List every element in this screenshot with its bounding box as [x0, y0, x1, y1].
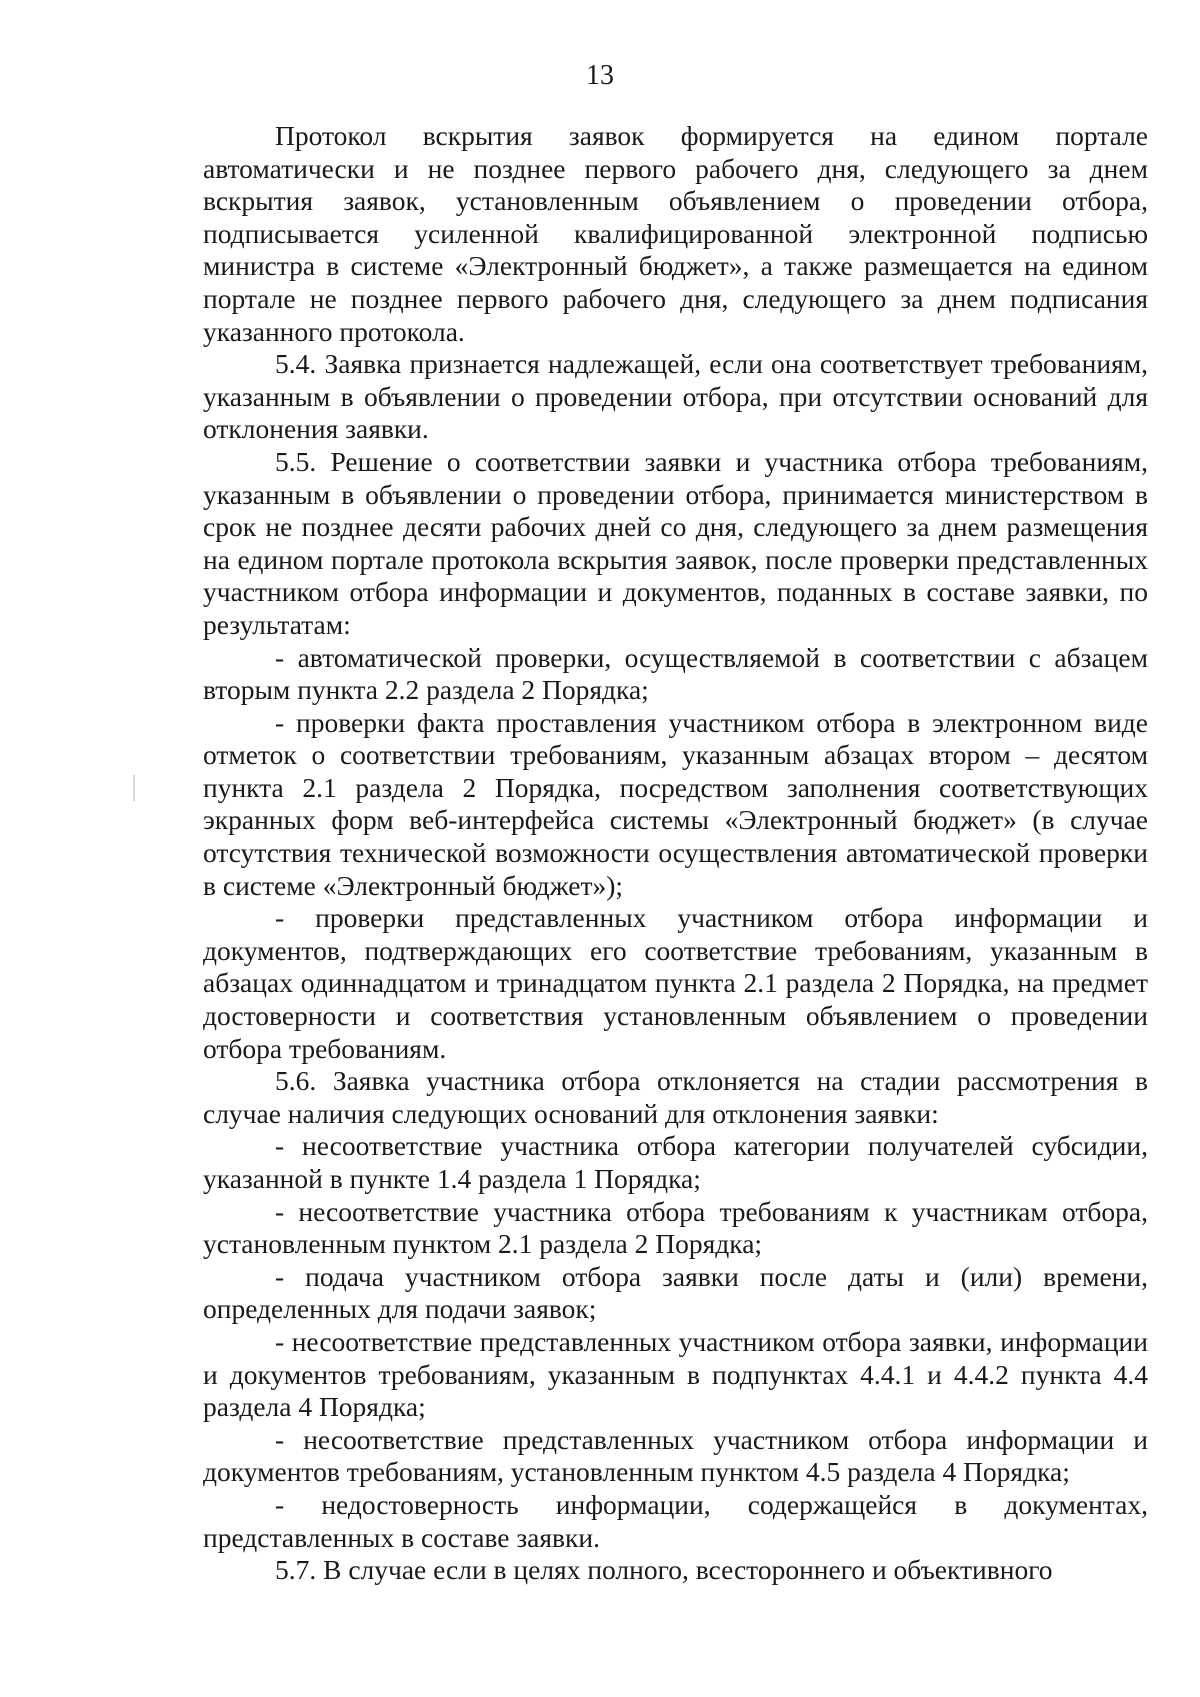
- list-item-requirements-mismatch: - несоответствие участника отбора требованиям к участникам отбора, установленным пунктом 2.1 раздела 2 Порядка;: [203, 1195, 1148, 1260]
- list-item-documents-mismatch: - несоответствие представленных участником отбора информации и документов требованиям, установленным пунктом 4.5 раздела 4 Порядка;: [203, 1423, 1148, 1488]
- list-item-documents-check: - проверки представленных участником отбора информации и документов, подтверждающих его соответствие требованиям, указанным в абзацах одиннадцатом и тринадцатом пункта 2.1 раздела 2 Порядка, на предмет достоверности и соответствия установленным объявлением о проведении отбора требованиям.: [203, 902, 1148, 1064]
- page-number: 13: [586, 60, 614, 91]
- paragraph-protocol-opening: Протокол вскрытия заявок формируется на едином портале автоматически и не позднее первого рабочего дня, следующего за днем вскрытия заявок, установленным объявлением о проведении отбора, подписывается усиленной квалифицированной электронной подписью министра в системе «Электронный бюджет», а также размещается на едином портале не позднее первого рабочего дня, следующего за днем подписания указанного протокола.: [203, 120, 1148, 347]
- paragraph-5-6: 5.6. Заявка участника отбора отклоняется на стадии рассмотрения в случае наличия следующих оснований для отклонения заявки:: [203, 1065, 1148, 1129]
- paragraph-5-4: 5.4. Заявка признается надлежащей, если она соответствует требованиям, указанным в объявлении о проведении отбора, при отсутствии оснований для отклонения заявки.: [203, 348, 1148, 445]
- scan-artifact: [133, 775, 135, 801]
- list-item-category-mismatch: - несоответствие участника отбора категории получателей субсидии, указанной в пункте 1.4 раздела 1 Порядка;: [203, 1130, 1148, 1194]
- list-item-automatic-check: - автоматической проверки, осуществляемой в соответствии с абзацем вторым пункта 2.2 раздела 2 Порядка;: [203, 641, 1148, 706]
- list-item-unreliable-info: - недостоверность информации, содержащейся в документах, представленных в составе заявки.: [203, 1488, 1148, 1553]
- list-item-application-mismatch: - несоответствие представленных участником отбора заявки, информации и документов требованиям, указанным в подпунктах 4.4.1 и 4.4.2 пункта 4.4 раздела 4 Порядка;: [203, 1325, 1148, 1423]
- document-body: [203, 120, 1148, 1587]
- list-item-late-submission: - подача участником отбора заявки после даты и (или) времени, определенных для подачи заявок;: [203, 1260, 1148, 1325]
- list-item-marks-check: - проверки факта проставления участником отбора в электронном виде отметок о соответствии требованиям, указанным абзацах втором – десятом пункта 2.1 раздела 2 Порядка, посредством заполнения соответствующих экранных форм веб-интерфейса системы «Электронный бюджет» (в случае отсутствия технической возможности осуществления автоматической проверки в системе «Электронный бюджет»);: [203, 706, 1148, 901]
- paragraph-5-5: 5.5. Решение о соответствии заявки и участника отбора требованиям, указанным в объявлении о проведении отбора, принимается министерством в срок не позднее десяти рабочих дней со дня, следующего за днем размещения на едином портале протокола вскрытия заявок, после проверки представленных участником отбора информации и документов, поданных в составе заявки, по результатам:: [203, 445, 1148, 640]
- paragraph-5-7: 5.7. В случае если в целях полного, всестороннего и объективного: [275, 1554, 1053, 1586]
